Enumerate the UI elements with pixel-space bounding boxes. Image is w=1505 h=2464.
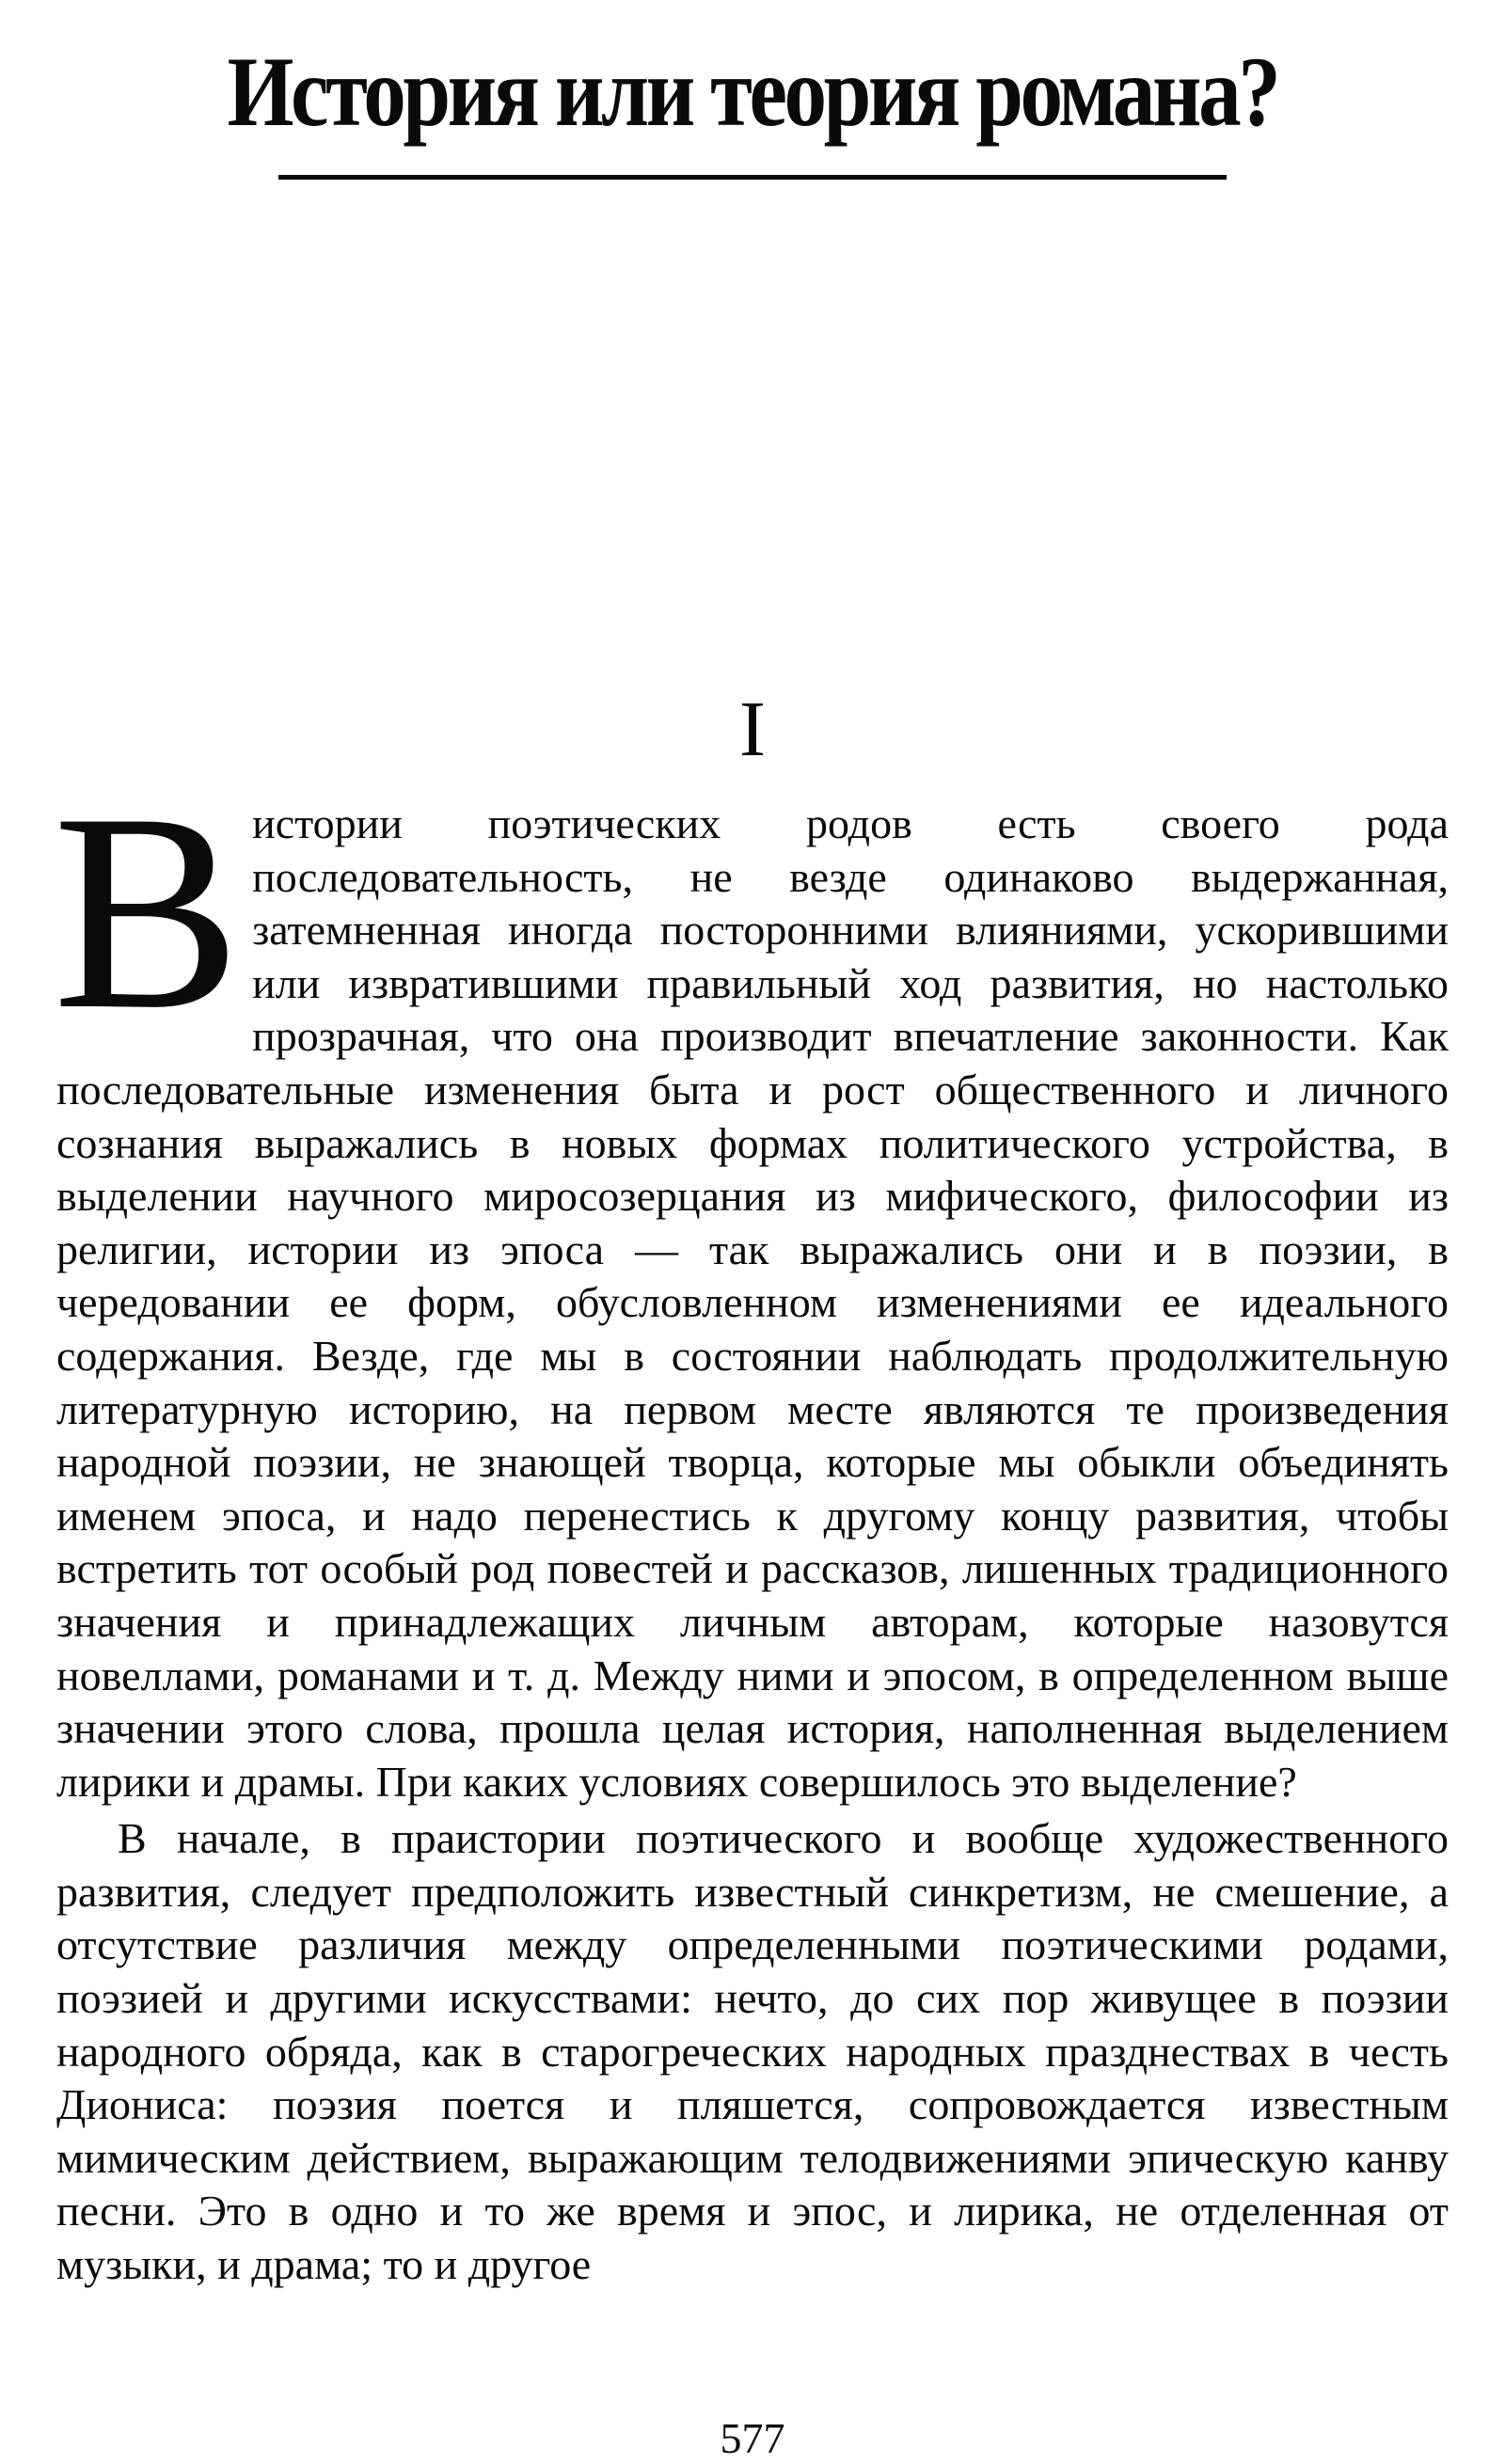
- body-text: [53, 755, 1449, 2292]
- title-underline: [278, 175, 1227, 180]
- section-number: I: [739, 686, 766, 773]
- chapter-title: История или теория романа?: [227, 37, 1278, 147]
- drop-cap-letter: В: [53, 755, 242, 1067]
- paragraph-1: [53, 755, 1449, 1809]
- paragraph-1-text: истории поэтических родов есть своего рода последовательность, не везде одинаково выдержанная, затемненная иногда посторонними влияниями, ускорившими или извратившими правильный ход развития, но настолько прозрачная, что она производит впечатление законности. Как последовательные изменения быта и рост общественного и личного сознания выражались в новых формах политического устройства, в выделении научного миросозерцания из мифического, философии из религии, истории из эпоса — так выражались они и в поэзии, в чередовании ее форм, обусловленном изменениями ее идеального содержания. Везде, где мы в состоянии наблюдать продолжительную литературную историю, на первом месте являются те произведения народной поэзии, не знающей творца, которые мы обыкли объединять именем эпоса, и надо перенестись к другому концу развития, чтобы встретить тот особый род повестей и рассказов, лишенных традиционного значения и принадлежащих личным авторам, которые назовутся новеллами, романами и т. д. Между ними и эпосом, в определенном выше значении этого слова, прошла целая история, наполненная выделением лирики и драмы. При каких условиях совершилось это выделение?: [56, 799, 1449, 1806]
- page-number: 577: [720, 2414, 785, 2462]
- paragraph-2: В начале, в праистории поэтического и вообще художественного развития, следует предположить известный синкретизм, не смешение, а отсутствие различия между определенными поэтическими родами, поэзией и другими искусствами: нечто, до сих пор живущее в поэзии народного обряда, как в старогреческих народных празднествах в честь Диониса: поэзия поется и пляшется, сопровождается известным мимическим действием, выражающим телодвижениями эпическую канву песни. Это в одно и то же время и эпос, и лирика, не отделенная от музыки, и драма; то и другое: [56, 1814, 1449, 2289]
